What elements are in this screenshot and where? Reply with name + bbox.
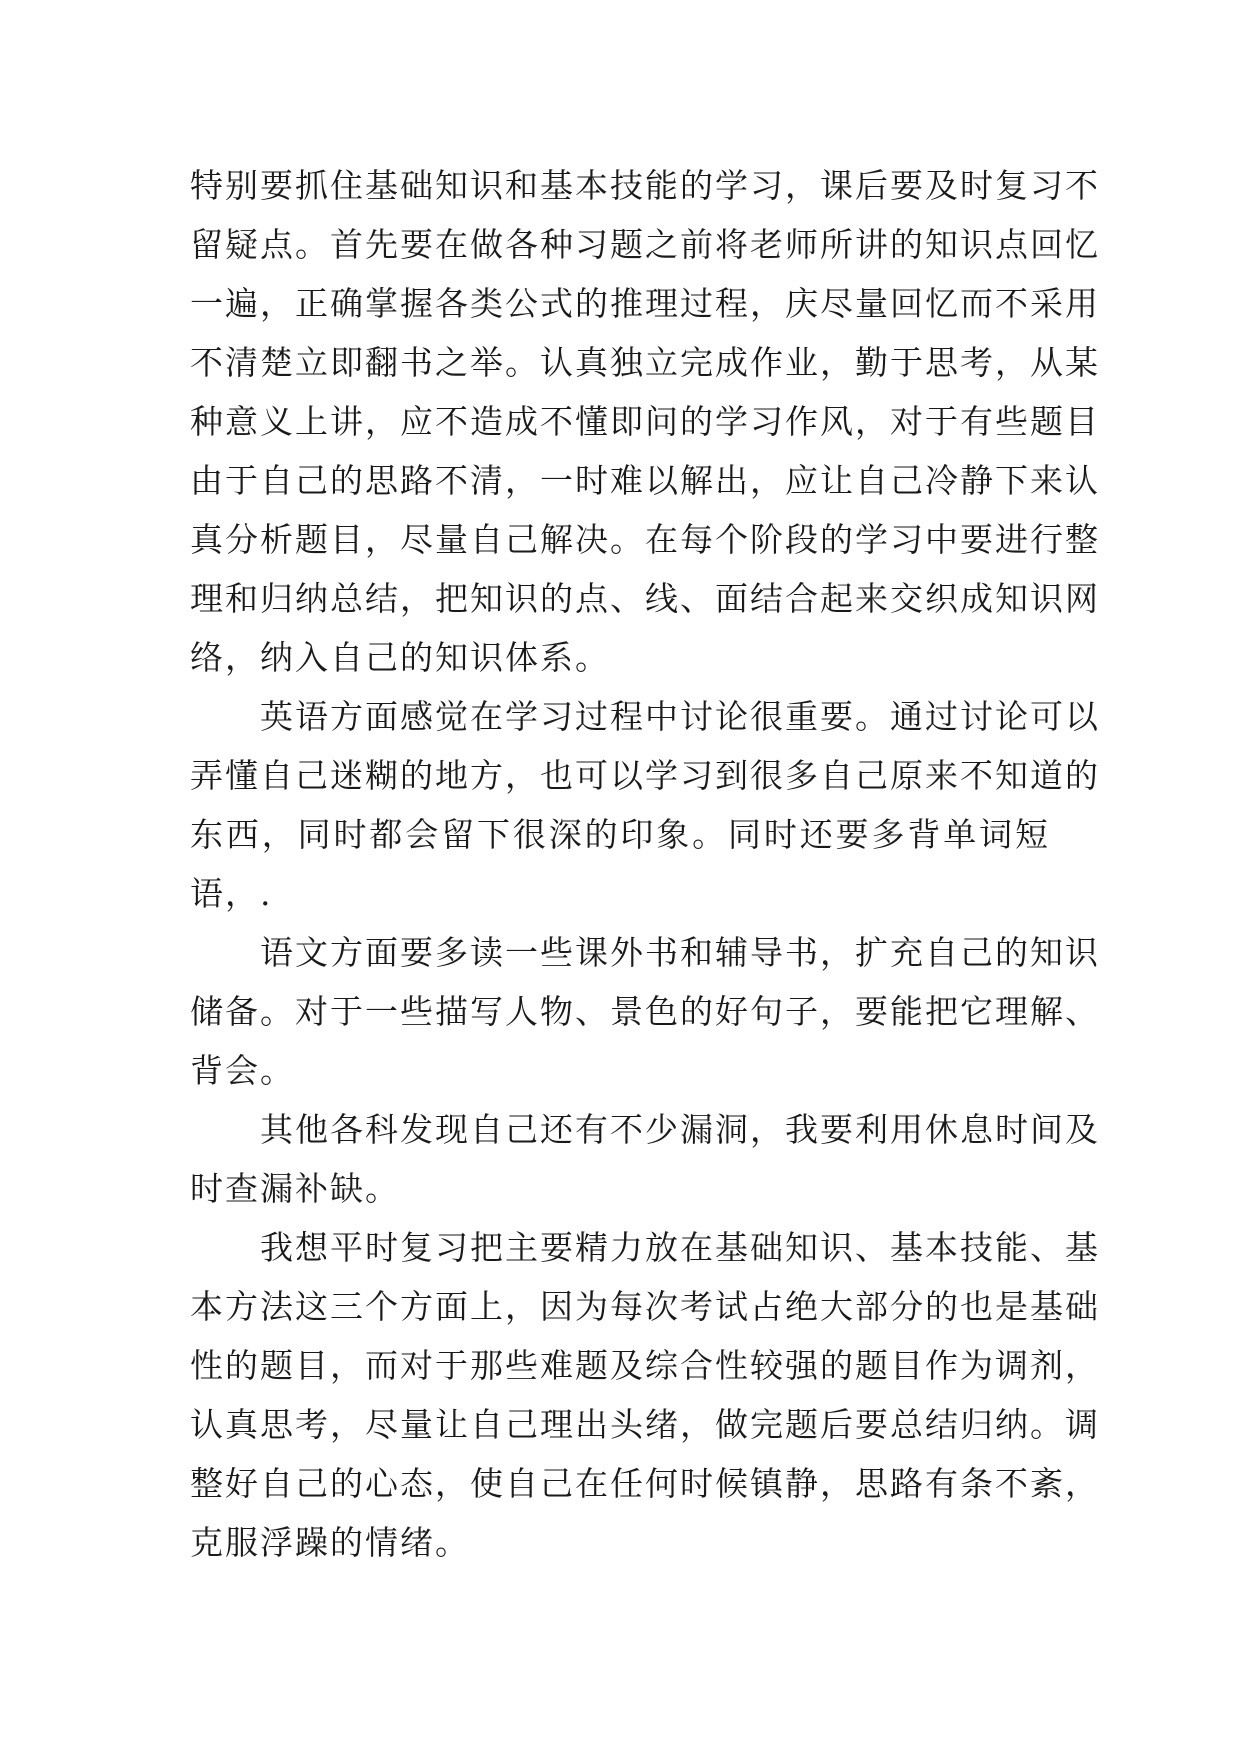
paragraph-4-line-1: 其他各科发现自己还有不少漏洞，我要利用休息时间及 xyxy=(260,1110,1100,1149)
paragraph-1-line-1: 特别要抓住基础知识和基本技能的学习，课后要及时复习不 xyxy=(190,166,1100,205)
paragraph-2-line-4: 语，. xyxy=(190,874,273,913)
paragraph-1-line-6: 由于自己的思路不清，一时难以解出，应让自己冷静下来认 xyxy=(190,461,1100,500)
paragraph-5-line-3: 性的题目，而对于那些难题及综合性较强的题目作为调剂， xyxy=(190,1346,1100,1385)
paragraph-2-line-3: 东西，同时都会留下很深的印象。同时还要多背单词短 xyxy=(190,815,1050,854)
paragraph-5-line-5: 整好自己的心态，使自己在任何时候镇静，思路有条不紊， xyxy=(190,1464,1100,1503)
paragraph-5-line-6: 克服浮躁的情绪。 xyxy=(190,1523,470,1562)
paragraph-5-line-4: 认真思考，尽量让自己理出头绪，做完题后要总结归纳。调 xyxy=(190,1405,1100,1444)
paragraph-1-line-5: 种意义上讲，应不造成不懂即问的学习作风，对于有些题目 xyxy=(190,402,1100,441)
paragraph-1-line-9: 络，纳入自己的知识体系。 xyxy=(190,638,610,677)
paragraph-5-line-1: 我想平时复习把主要精力放在基础知识、基本技能、基 xyxy=(260,1228,1100,1267)
paragraph-5-line-2: 本方法这三个方面上，因为每次考试占绝大部分的也是基础 xyxy=(190,1287,1100,1326)
paragraph-1-line-3: 一遍，正确掌握各类公式的推理过程，庆尽量回忆而不采用 xyxy=(190,284,1100,323)
paragraph-3-line-3: 背会。 xyxy=(190,1051,295,1090)
paragraph-2-line-2: 弄懂自己迷糊的地方，也可以学习到很多自己原来不知道的 xyxy=(190,756,1100,795)
paragraph-3-line-1: 语文方面要多读一些课外书和辅导书，扩充自己的知识 xyxy=(260,933,1100,972)
paragraph-1-line-2: 留疑点。首先要在做各种习题之前将老师所讲的知识点回忆 xyxy=(190,225,1100,264)
paragraph-3-line-2: 储备。对于一些描写人物、景色的好句子，要能把它理解、 xyxy=(190,992,1100,1031)
document-body xyxy=(190,156,1100,1572)
paragraph-1-line-7: 真分析题目，尽量自己解决。在每个阶段的学习中要进行整 xyxy=(190,520,1100,559)
paragraph-1-line-4: 不清楚立即翻书之举。认真独立完成作业，勤于思考，从某 xyxy=(190,343,1100,382)
paragraph-2-line-1: 英语方面感觉在学习过程中讨论很重要。通过讨论可以 xyxy=(260,697,1100,736)
paragraph-4-line-2: 时查漏补缺。 xyxy=(190,1169,400,1208)
paragraph-1-line-8: 理和归纳总结，把知识的点、线、面结合起来交织成知识网 xyxy=(190,579,1100,618)
